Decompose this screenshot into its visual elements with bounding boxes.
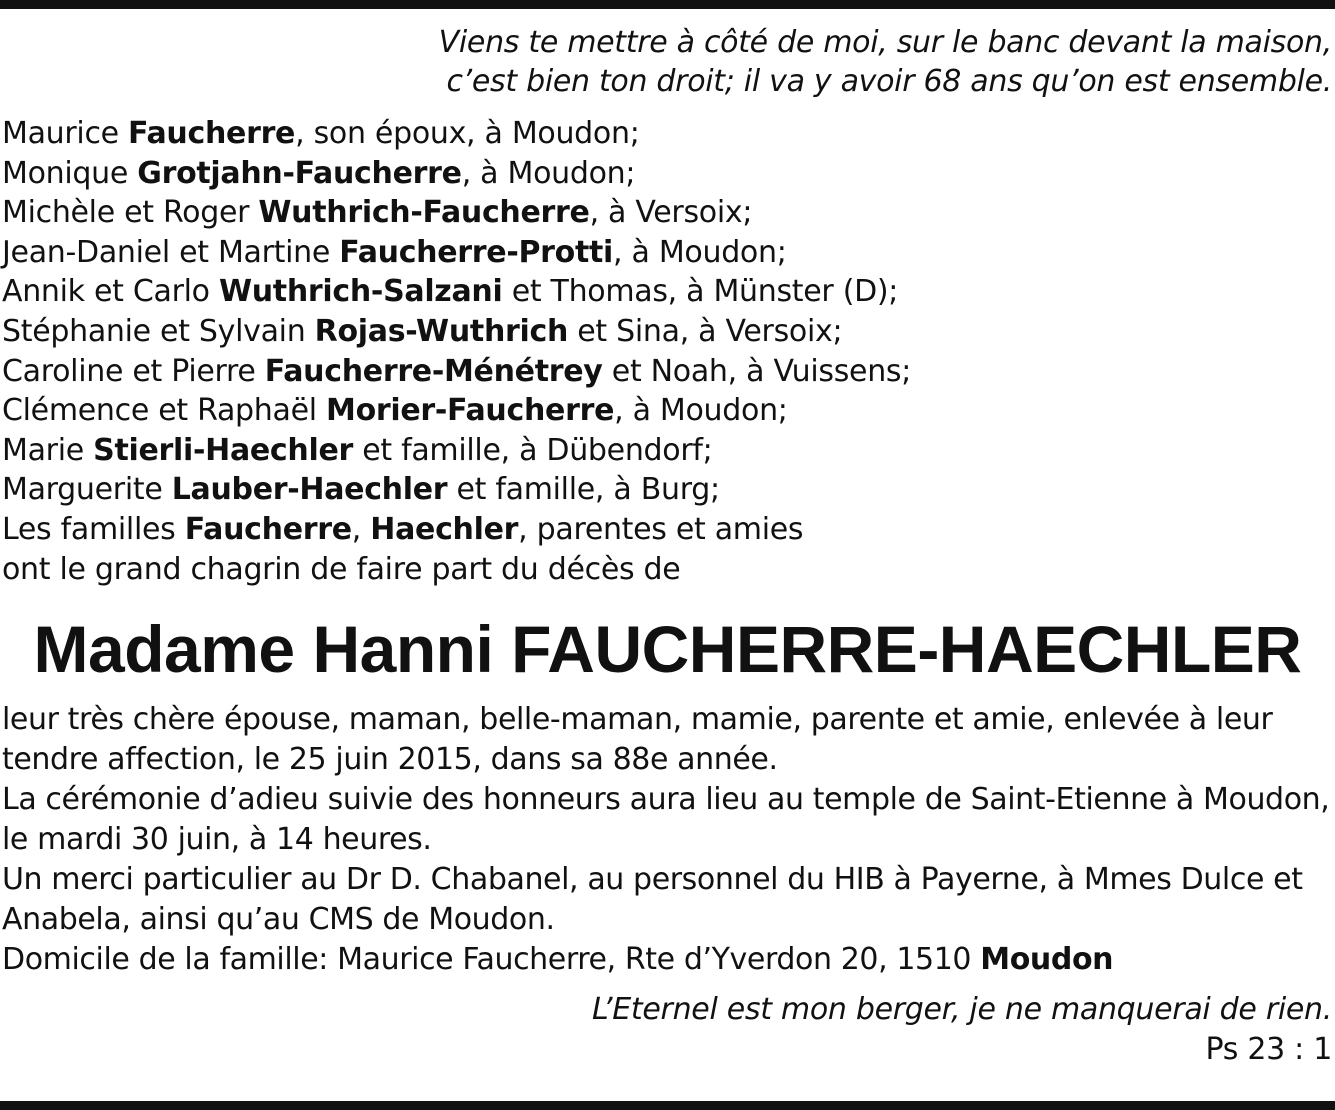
mourners-list (2, 114, 911, 589)
families-prefix: Les familles (2, 511, 185, 547)
psalm-reference: Ps 23 : 1 (1205, 1032, 1332, 1067)
mourner-relation: , à Moudon; (613, 234, 787, 270)
thanks-paragraph: Un merci particulier au Dr D. Chabanel, au personnel du HIB à Payerne, à Mmes Dulce et Anabela, ainsi qu’au CMS de Moudon. (2, 862, 1303, 937)
mourner-given-names: Marie (2, 432, 94, 468)
family-surname: Faucherre (184, 511, 352, 547)
mourner-given-names: Jean-Daniel et Martine (2, 234, 340, 270)
mourner-line (2, 431, 911, 471)
mourner-surname: Grotjahn-Faucherre (137, 155, 462, 191)
mourner-relation: et Thomas, à Münster (D); (502, 274, 899, 310)
mourner-given-names: Monique (2, 155, 138, 191)
mourner-line (2, 312, 911, 352)
family-surname: Haechler (370, 511, 519, 547)
mourner-surname: Faucherre (128, 116, 296, 151)
mourner-line (2, 233, 911, 273)
top-border-rule (0, 0, 1335, 9)
epigraph-line: c’est bien ton droit; il va y avoir 68 ans qu’on est ensemble. (446, 64, 1332, 99)
mourner-surname: Lauber-Haechler (171, 472, 448, 508)
mourner-relation: et famille, à Burg; (447, 472, 720, 508)
mourner-line (2, 352, 911, 392)
bottom-border-rule (0, 1101, 1335, 1110)
psalm-quote: L’Eternel est mon berger, je ne manquerai de rien. (592, 992, 1332, 1027)
mourner-surname: Rojas-Wuthrich (314, 313, 569, 349)
mourner-line (2, 193, 911, 233)
psalm-quote-block (592, 990, 1332, 1070)
mourner-surname: Morier-Faucherre (326, 393, 615, 429)
epigraph-quote (439, 23, 1332, 101)
mourner-given-names: Annik et Carlo (2, 274, 219, 310)
mourner-given-names: Marguerite (2, 472, 172, 508)
mourner-relation: , son époux, à Moudon; (295, 116, 640, 151)
epigraph-line: Viens te mettre à côté de moi, sur le banc devant la maison, (438, 25, 1332, 60)
mourner-surname: Wuthrich-Faucherre (258, 195, 590, 231)
mourner-surname: Faucherre-Ménétrey (264, 353, 603, 389)
mourner-given-names: Maurice (2, 116, 129, 151)
mourner-relation: , à Moudon; (614, 393, 788, 429)
mourner-given-names: Clémence et Raphaël (2, 393, 327, 429)
announcement-line: ont le grand chagrin de faire part du décès de (2, 551, 681, 587)
mourner-relation: et Sina, à Versoix; (568, 313, 843, 349)
ceremony-paragraph: La cérémonie d’adieu suivie des honneurs aura lieu au temple de Saint-Etienne à Moudon, le mardi 30 juin, à 14 heures. (2, 782, 1330, 857)
families-suffix: , parentes et amies (518, 511, 804, 547)
families-separator: , (351, 511, 371, 547)
domicile-town: Moudon (980, 942, 1114, 977)
families-line (2, 510, 911, 550)
notice-body (2, 700, 1333, 980)
mourner-line (2, 391, 911, 431)
tribute-paragraph: leur très chère épouse, maman, belle-maman, mamie, parente et amie, enlevée à leur tendre affection, le 25 juin 2015, dans sa 88e année. (2, 702, 1273, 777)
mourner-line (2, 470, 911, 510)
mourner-line (2, 154, 911, 194)
mourner-surname: Wuthrich-Salzani (218, 274, 503, 310)
mourner-given-names: Stéphanie et Sylvain (2, 313, 315, 349)
mourner-relation: , à Versoix; (589, 195, 753, 231)
domicile-paragraph (2, 940, 1333, 980)
mourner-given-names: Caroline et Pierre (2, 353, 265, 389)
domicile-address: Domicile de la famille: Maurice Faucherre, Rte d’Yverdon 20, 1510 (2, 942, 981, 977)
mourner-relation: , à Moudon; (461, 155, 636, 191)
deceased-name-heading: Madame Hanni FAUCHERRE-HAECHLER (33, 612, 1302, 686)
mourner-line (2, 272, 911, 312)
mourner-line (2, 114, 911, 154)
mourner-surname: Stierli-Haechler (93, 432, 353, 468)
mourner-given-names: Michèle et Roger (2, 195, 259, 231)
mourner-relation: et famille, à Dübendorf; (353, 432, 713, 468)
mourner-relation: et Noah, à Vuissens; (602, 353, 912, 389)
mourner-surname: Faucherre-Protti (339, 234, 614, 270)
